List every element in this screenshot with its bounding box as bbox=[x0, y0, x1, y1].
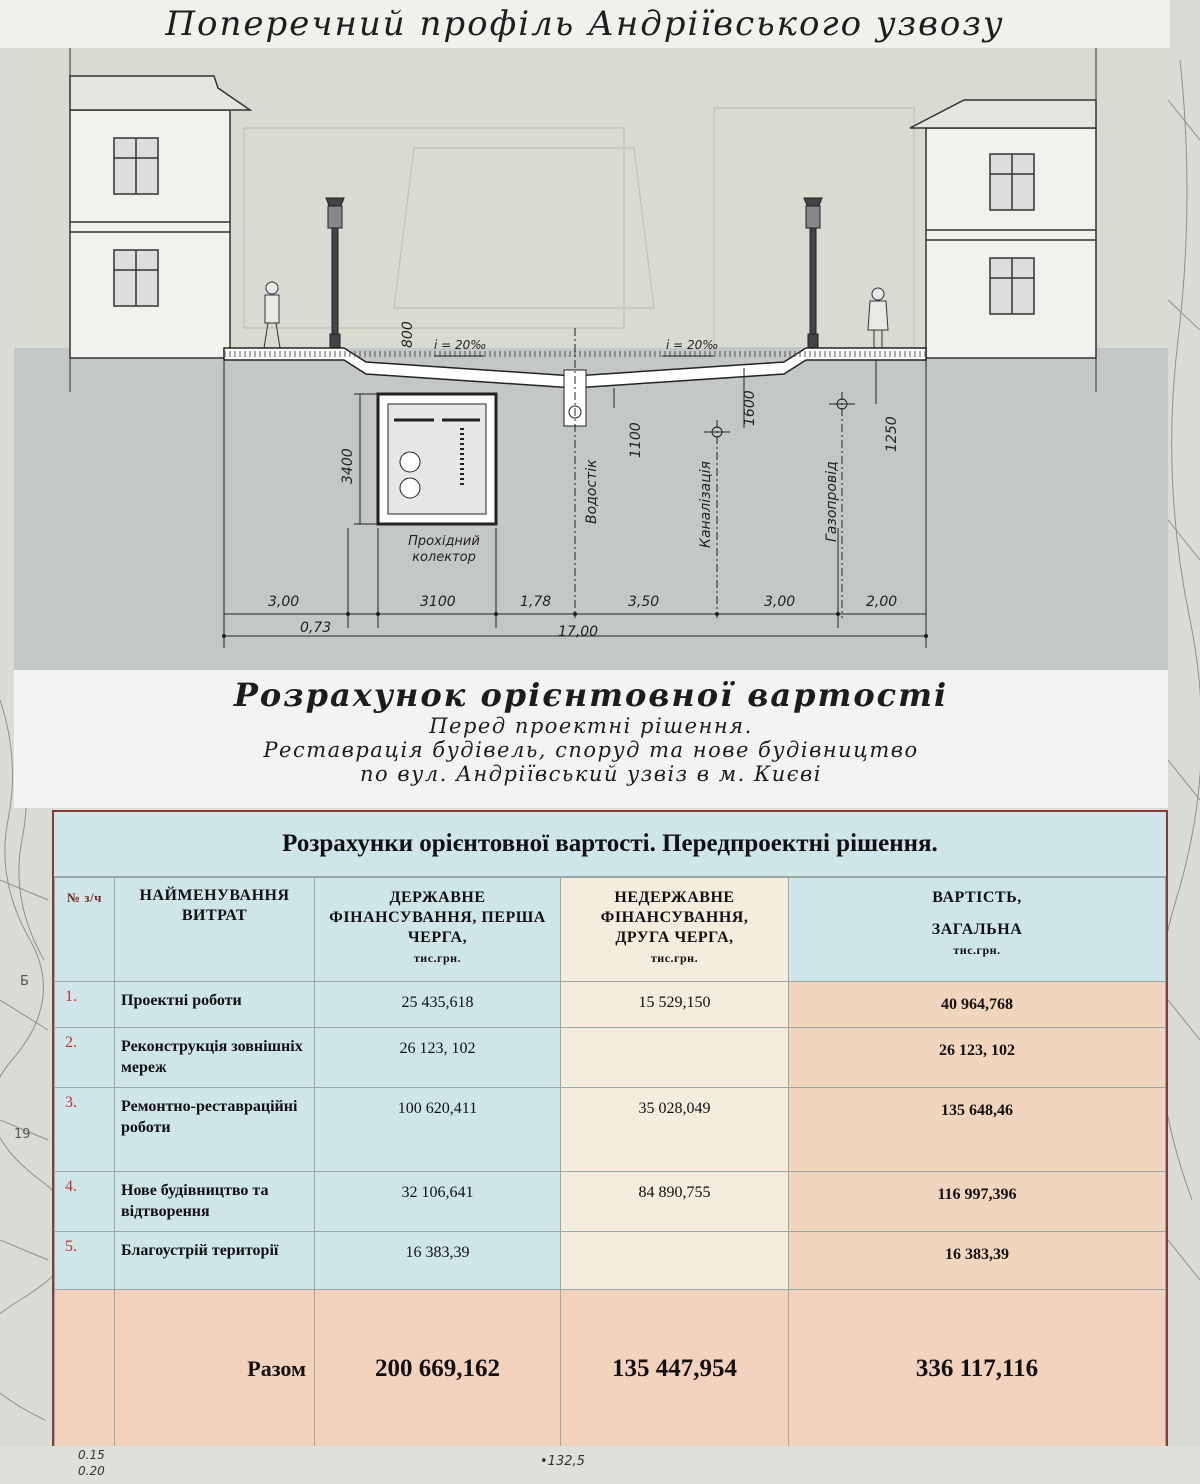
row-num: 1. bbox=[55, 982, 115, 1028]
row-name: Ремонтно-реставраційні роботи bbox=[115, 1088, 315, 1172]
row-nonstate: 84 890,755 bbox=[561, 1172, 789, 1232]
header-num: № з/ч bbox=[55, 878, 115, 982]
profile-title: Поперечний профіль Андріївського узвозу bbox=[0, 0, 1170, 48]
table-header-row bbox=[55, 878, 1166, 982]
estimate-line-1: Перед проектні рішення. bbox=[429, 714, 753, 738]
dim-2: 3100 bbox=[420, 594, 456, 610]
row-name: Благоустрій території bbox=[115, 1232, 315, 1290]
table-row bbox=[55, 1172, 1166, 1232]
sum-total: 336 117,116 bbox=[789, 1290, 1166, 1448]
row-state: 32 106,641 bbox=[315, 1172, 561, 1232]
map-mark-3: •132,5 bbox=[540, 1454, 585, 1469]
dim-sub: 0,73 bbox=[300, 620, 332, 636]
dim-3: 1,78 bbox=[520, 594, 552, 610]
sum-state: 200 669,162 bbox=[315, 1290, 561, 1448]
dim-4: 3,50 bbox=[628, 594, 660, 610]
cross-section-drawing bbox=[14, 48, 1168, 670]
row-num: 2. bbox=[55, 1028, 115, 1088]
drain-depth-label: 1100 bbox=[628, 422, 644, 458]
row-state: 16 383,39 bbox=[315, 1232, 561, 1290]
table-row bbox=[55, 1028, 1166, 1088]
header-state bbox=[315, 878, 561, 982]
row-state: 25 435,618 bbox=[315, 982, 561, 1028]
sum-empty bbox=[55, 1290, 115, 1448]
header-total-text: ВАРТІСТЬ, bbox=[932, 889, 1022, 906]
estimate-heading-block bbox=[14, 670, 1168, 808]
row-nonstate bbox=[561, 1232, 789, 1290]
dim-1: 3,00 bbox=[268, 594, 300, 610]
dim-5: 3,00 bbox=[764, 594, 796, 610]
dim-6: 2,00 bbox=[866, 594, 898, 610]
row-state: 100 620,411 bbox=[315, 1088, 561, 1172]
row-nonstate: 35 028,049 bbox=[561, 1088, 789, 1172]
estimate-line-3: по вул. Андріївський узвіз в м. Києві bbox=[360, 762, 822, 786]
table-row bbox=[55, 1088, 1166, 1172]
sewer-label: Каналізація bbox=[698, 461, 714, 548]
table-row bbox=[55, 1232, 1166, 1290]
cost-table bbox=[52, 810, 1168, 1450]
sum-nonstate: 135 447,954 bbox=[561, 1290, 789, 1448]
map-mark-2: 0.20 bbox=[78, 1464, 105, 1478]
row-num: 5. bbox=[55, 1232, 115, 1290]
header-total bbox=[789, 878, 1166, 982]
cost-table-title: Розрахунки орієнтовної вартості. Передпроектні рішення. bbox=[54, 812, 1166, 877]
slope-label-right: i = 20‰ bbox=[666, 338, 719, 352]
header-total-unit: тис.грн. bbox=[953, 943, 1001, 957]
row-name: Нове будівництво та відтворення bbox=[115, 1172, 315, 1232]
sum-label: Разом bbox=[115, 1290, 315, 1448]
sewer-depth-label: 1600 bbox=[742, 390, 758, 426]
header-state-unit: тис.грн. bbox=[413, 951, 462, 965]
row-state: 26 123, 102 bbox=[315, 1028, 561, 1088]
cross-section-svg bbox=[14, 48, 1168, 670]
header-total-text-2: ЗАГАЛЬНА bbox=[931, 921, 1023, 938]
estimate-line-2: Реставрація будівель, споруд та нове будівництво bbox=[263, 738, 919, 762]
collector-height-label: 3400 bbox=[340, 448, 356, 484]
table-row bbox=[55, 982, 1166, 1028]
row-total: 116 997,396 bbox=[789, 1172, 1166, 1232]
svg-text:Б: Б bbox=[20, 974, 29, 989]
row-total: 40 964,768 bbox=[789, 982, 1166, 1028]
header-name: НАЙМЕНУВАННЯ ВИТРАТ bbox=[115, 878, 315, 982]
cost-table-grid bbox=[54, 877, 1166, 1448]
row-name: Реконструкція зовнішніх мереж bbox=[115, 1028, 315, 1088]
left-building bbox=[70, 48, 250, 392]
slope-label-left: i = 20‰ bbox=[434, 338, 487, 352]
dim-total: 17,00 bbox=[558, 624, 599, 640]
passage-collector bbox=[378, 394, 496, 524]
sum-row bbox=[55, 1290, 1166, 1448]
header-nonstate-text: НЕДЕРЖАВНЕ ФІНАНСУВАННЯ, ДРУГА ЧЕРГА, bbox=[600, 889, 749, 946]
header-state-text: ДЕРЖАВНЕ ФІНАНСУВАННЯ, ПЕРША ЧЕРГА, bbox=[329, 889, 546, 946]
header-nonstate bbox=[561, 878, 789, 982]
header-nonstate-unit: тис.грн. bbox=[650, 951, 699, 965]
row-num: 4. bbox=[55, 1172, 115, 1232]
row-name: Проектні роботи bbox=[115, 982, 315, 1028]
row-total: 26 123, 102 bbox=[789, 1028, 1166, 1088]
collector-depth-label: 800 bbox=[400, 321, 416, 348]
map-mark-1: 0.15 bbox=[78, 1448, 105, 1462]
row-num: 3. bbox=[55, 1088, 115, 1172]
row-nonstate: 15 529,150 bbox=[561, 982, 789, 1028]
gas-depth-label: 1250 bbox=[884, 416, 900, 452]
row-nonstate bbox=[561, 1028, 789, 1088]
estimate-heading: Розрахунок орієнтовної вартості bbox=[233, 676, 949, 714]
map-bottom-strip bbox=[0, 1446, 1200, 1484]
gas-label: Газопровід bbox=[824, 461, 840, 542]
collector-label: Прохідний колектор bbox=[408, 534, 480, 565]
drain-label: Водостік bbox=[584, 459, 600, 524]
row-total: 16 383,39 bbox=[789, 1232, 1166, 1290]
svg-text:19: 19 bbox=[14, 1127, 31, 1142]
row-total: 135 648,46 bbox=[789, 1088, 1166, 1172]
